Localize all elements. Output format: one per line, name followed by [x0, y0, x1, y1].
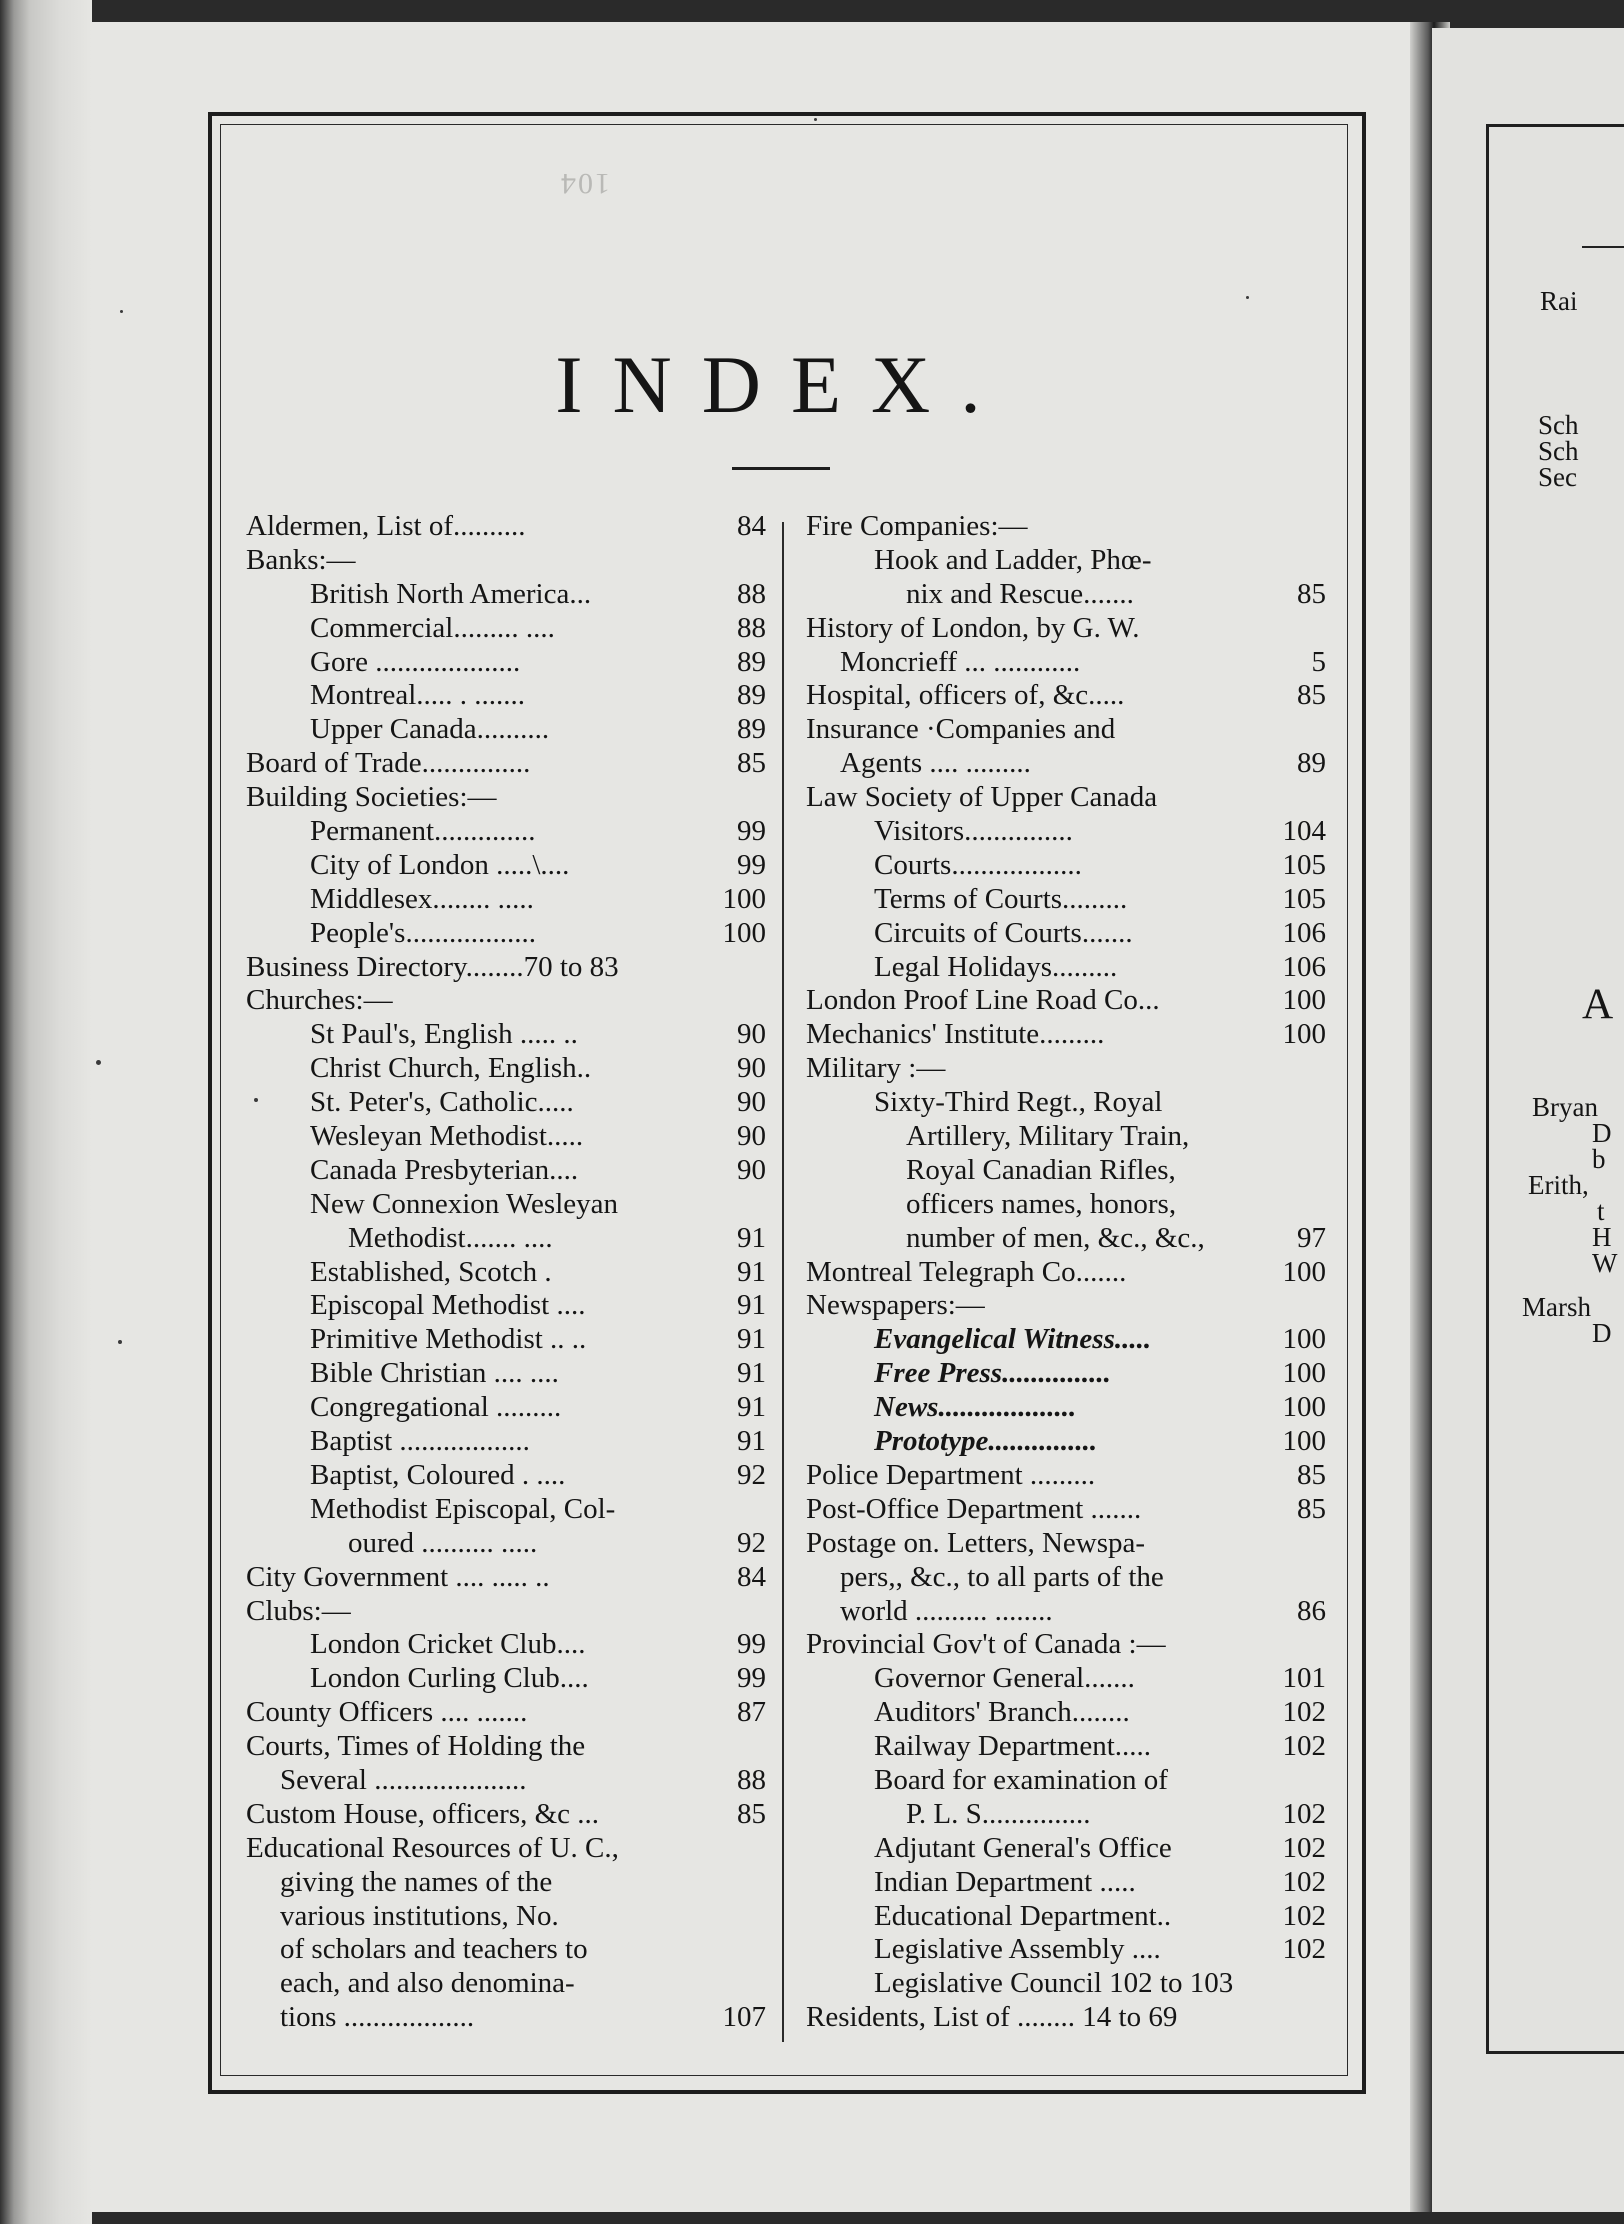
index-entry — [806, 544, 1326, 578]
index-entry — [806, 951, 1326, 985]
index-entry-page: 91 — [737, 1289, 766, 1322]
index-entry-label: Legal Holidays......... — [874, 950, 1118, 983]
index-entry-page: 100 — [1282, 1425, 1326, 1458]
index-entry-page: 85 — [1297, 1492, 1326, 1525]
index-entry-page: 90 — [737, 1120, 766, 1153]
scan-speck — [120, 310, 123, 313]
index-entry-label: Custom House, officers, &c ... — [246, 1797, 600, 1830]
index-entry — [806, 1256, 1326, 1290]
index-entry — [246, 1628, 766, 1662]
index-entry — [806, 1832, 1326, 1866]
adjacent-page-fragment: A — [1582, 981, 1614, 1028]
index-entry — [806, 1933, 1326, 1967]
index-entry — [246, 510, 766, 544]
index-entry-label: Montreal..... . ....... — [310, 679, 526, 712]
index-entry-page: 102 — [1282, 1696, 1326, 1729]
adjacent-page-fragment: b — [1592, 1144, 1606, 1174]
index-entry — [806, 1052, 1326, 1086]
index-entry — [246, 1730, 766, 1764]
index-entry-label: Gore .................... — [310, 645, 521, 678]
index-entry-page: 85 — [737, 1797, 766, 1830]
index-entry-page: 100 — [1282, 984, 1326, 1017]
index-entry-page: 89 — [737, 645, 766, 678]
index-entry — [806, 1357, 1326, 1391]
index-entry — [246, 679, 766, 713]
index-entry-label: Royal Canadian Rifles, — [906, 1153, 1176, 1186]
index-entry-label: Adjutant General's Office — [874, 1831, 1172, 1864]
index-entry-label: Primitive Methodist .. .. — [310, 1323, 587, 1356]
index-entry — [806, 781, 1326, 815]
index-entry — [246, 2001, 766, 2035]
scan-speck — [118, 1340, 122, 1344]
index-entry-label: Baptist .................. — [310, 1425, 530, 1458]
index-entry — [246, 1323, 766, 1357]
index-entry-label: Baptist, Coloured . .... — [310, 1458, 566, 1491]
index-entry-label: nix and Rescue....... — [906, 577, 1134, 610]
index-entry — [806, 612, 1326, 646]
index-entry — [806, 1527, 1326, 1561]
index-entry-label: Legislative Assembly .... — [874, 1933, 1161, 1966]
index-entry-label: Postage on. Letters, Newspa- — [806, 1526, 1146, 1559]
index-entry-label: Commercial......... .... — [310, 611, 555, 644]
index-entry — [806, 1866, 1326, 1900]
index-entry-label: world .......... ........ — [840, 1594, 1053, 1627]
adjacent-page-fragment: t — [1597, 1196, 1605, 1226]
index-entry-label: History of London, by G. W. — [806, 611, 1140, 644]
index-entry-page: 100 — [722, 916, 766, 949]
index-entry-page: 90 — [737, 1052, 766, 1085]
index-entry — [246, 1595, 766, 1629]
index-entry-page: 102 — [1282, 1865, 1326, 1898]
index-entry — [806, 1323, 1326, 1357]
index-entry — [246, 612, 766, 646]
index-entry-label: Hook and Ladder, Phœ- — [874, 543, 1152, 576]
index-entry-page: 90 — [737, 1086, 766, 1119]
index-entry — [806, 1289, 1326, 1323]
index-entry-page: 84 — [737, 510, 766, 542]
index-entry-page: 85 — [737, 747, 766, 780]
index-entry-page: 90 — [737, 1018, 766, 1051]
index-entry-label: Governor General....... — [874, 1662, 1135, 1695]
index-entry-label: Mechanics' Institute......... — [806, 1018, 1105, 1051]
index-entry-page: 91 — [737, 1323, 766, 1356]
index-entry — [806, 883, 1326, 917]
index-entry-label: Sixty-Third Regt., Royal — [874, 1086, 1163, 1119]
index-entry — [806, 1764, 1326, 1798]
index-entry — [246, 1933, 766, 1967]
index-entry-page: 99 — [737, 815, 766, 848]
index-entry-page: 104 — [1282, 815, 1326, 848]
index-entry-label: Permanent.............. — [310, 815, 536, 848]
index-entry-label: Courts.................. — [874, 848, 1082, 881]
index-entry-page: 102 — [1282, 1730, 1326, 1763]
index-entry — [246, 1256, 766, 1290]
index-entry-label: Law Society of Upper Canada — [806, 781, 1158, 814]
index-entry-page: 91 — [737, 1255, 766, 1288]
index-entry-label: Post-Office Department ....... — [806, 1492, 1142, 1525]
index-entry-label: Police Department ......... — [806, 1458, 1096, 1491]
index-entry-label: Building Societies:— — [246, 781, 497, 814]
scan-speck — [814, 118, 817, 121]
page-title: INDEX. — [555, 339, 1011, 430]
index-entry-page: 107 — [722, 2001, 766, 2034]
index-entry-page: 86 — [1297, 1594, 1326, 1627]
index-entry-page: 91 — [737, 1391, 766, 1424]
adjacent-page-fragment: Sch — [1538, 436, 1579, 466]
index-entry — [246, 1357, 766, 1391]
index-entry — [246, 883, 766, 917]
index-entry — [246, 917, 766, 951]
index-entry — [246, 1561, 766, 1595]
index-entry — [246, 1832, 766, 1866]
index-entry — [806, 815, 1326, 849]
index-entry-label: Visitors............... — [874, 815, 1073, 848]
index-entry — [246, 1154, 766, 1188]
index-entry-label: Provincial Gov't of Canada :— — [806, 1628, 1166, 1661]
index-entry — [246, 1052, 766, 1086]
index-entry — [806, 1900, 1326, 1934]
index-entry-label: Christ Church, English.. — [310, 1052, 592, 1085]
index-entry — [246, 984, 766, 1018]
index-entry-label: New Connexion Wesleyan — [310, 1187, 619, 1220]
index-entry-page: 92 — [737, 1526, 766, 1559]
index-entry — [806, 1425, 1326, 1459]
index-entry — [806, 578, 1326, 612]
index-entry-label: London Cricket Club.... — [310, 1628, 586, 1661]
adjacent-page-fragment: Bryan — [1532, 1092, 1598, 1122]
index-entry — [806, 1798, 1326, 1832]
index-entry-page: 100 — [1282, 1391, 1326, 1424]
adjacent-page-fragment: Sch — [1538, 410, 1579, 440]
index-entry — [246, 1967, 766, 2001]
index-entry — [806, 1595, 1326, 1629]
index-entry-label: Congregational ......... — [310, 1391, 562, 1424]
index-entry-label: each, and also denomina- — [280, 1967, 575, 2000]
scan-speck — [254, 1098, 258, 1102]
index-entry — [806, 1188, 1326, 1222]
index-entry — [806, 679, 1326, 713]
index-entry — [806, 713, 1326, 747]
index-entry-page: 99 — [737, 1662, 766, 1695]
index-entry — [246, 815, 766, 849]
index-entry-label: Aldermen, List of.......... — [246, 510, 526, 542]
index-entry-label: Established, Scotch . — [310, 1255, 552, 1288]
index-entry-page: 105 — [1282, 882, 1326, 915]
index-entry-label: St Paul's, English ..... .. — [310, 1018, 578, 1051]
index-entry-label: Bible Christian .... .... — [310, 1357, 559, 1390]
index-entry-page: 85 — [1297, 679, 1326, 712]
index-entry-label: number of men, &c., &c., — [906, 1221, 1205, 1254]
page-edge-shadow — [0, 0, 92, 2224]
index-entry-page: 100 — [1282, 1323, 1326, 1356]
index-entry-label: Circuits of Courts....... — [874, 916, 1133, 949]
index-entry-label: Military :— — [806, 1052, 946, 1085]
index-entry-label: News................... — [874, 1391, 1077, 1424]
index-entry-label: Churches:— — [246, 984, 393, 1017]
index-entry-label: Evangelical Witness..... — [874, 1323, 1152, 1356]
index-entry-label: County Officers .... ....... — [246, 1696, 528, 1729]
index-entry — [806, 984, 1326, 1018]
index-entry-page: 99 — [737, 1628, 766, 1661]
index-entry-label: Indian Department ..... — [874, 1865, 1136, 1898]
index-entry — [246, 1459, 766, 1493]
index-entry — [806, 747, 1326, 781]
index-column-right — [806, 510, 1326, 2035]
index-entry-page: 102 — [1282, 1797, 1326, 1830]
index-entry-page: 102 — [1282, 1899, 1326, 1932]
running-head: 104 — [559, 167, 610, 200]
index-entry-page: 102 — [1282, 1831, 1326, 1864]
index-entry — [246, 849, 766, 883]
index-entry-label: People's.................. — [310, 916, 536, 949]
index-entry-page: 101 — [1282, 1662, 1326, 1695]
index-entry-page: 85 — [1297, 1458, 1326, 1491]
index-entry-label: Episcopal Methodist .... — [310, 1289, 586, 1322]
index-entry — [806, 1086, 1326, 1120]
index-entry-label: Fire Companies:— — [806, 510, 1028, 542]
index-entry — [246, 578, 766, 612]
index-entry-page: 91 — [737, 1221, 766, 1254]
index-entry-label: City of London .....\.... — [310, 848, 570, 881]
index-entry-label: Montreal Telegraph Co....... — [806, 1255, 1127, 1288]
index-entry-label: Auditors' Branch........ — [874, 1696, 1130, 1729]
index-entry-label: Insurance ·Companies and — [806, 713, 1116, 746]
index-entry — [806, 510, 1326, 544]
adjacent-page-fragment: Erith, — [1528, 1170, 1589, 1200]
index-entry-label: of scholars and teachers to — [280, 1933, 588, 1966]
adjacent-page-fragment: Marsh — [1522, 1292, 1591, 1322]
index-entry — [806, 1696, 1326, 1730]
index-entry — [246, 1493, 766, 1527]
index-entry-label: British North America... — [310, 577, 592, 610]
index-entry-label: Terms of Courts......... — [874, 882, 1128, 915]
index-entry — [246, 1120, 766, 1154]
index-entry-page: 102 — [1282, 1933, 1326, 1966]
index-entry — [246, 1222, 766, 1256]
index-entry-label: Methodist Episcopal, Col- — [310, 1492, 616, 1525]
index-entry — [806, 1018, 1326, 1052]
index-entry — [246, 747, 766, 781]
index-entry — [246, 1696, 766, 1730]
index-entry-page: 100 — [722, 882, 766, 915]
adjacent-page-fragments — [1432, 0, 1624, 2224]
index-column-left — [246, 510, 766, 2035]
index-entry-page: 89 — [737, 679, 766, 712]
index-entry — [246, 1289, 766, 1323]
index-entry-page: 85 — [1297, 577, 1326, 610]
index-entry — [246, 1900, 766, 1934]
index-entry-label: Methodist....... .... — [348, 1221, 553, 1254]
index-entry — [806, 1391, 1326, 1425]
index-entry-label: Agents .... ......... — [840, 747, 1031, 780]
index-entry-page: 89 — [1297, 747, 1326, 780]
index-entry — [806, 1493, 1326, 1527]
index-entry-label: Prototype............... — [874, 1425, 1098, 1458]
index-entry-page: 88 — [737, 1763, 766, 1796]
index-entry-label: Board of Trade............... — [246, 747, 531, 780]
index-entry-label: Educational Department.. — [874, 1899, 1172, 1932]
adjacent-page-fragment: D — [1592, 1118, 1612, 1148]
index-entry-page: 106 — [1282, 916, 1326, 949]
index-entry-page: 97 — [1297, 1221, 1326, 1254]
index-entry — [806, 1967, 1326, 2001]
index-entry-label: Artillery, Military Train, — [906, 1120, 1190, 1153]
index-entry — [246, 713, 766, 747]
adjacent-page-fragment: H — [1592, 1222, 1612, 1252]
scan-speck — [1246, 296, 1249, 299]
index-entry-label: Canada Presbyterian.... — [310, 1153, 579, 1186]
index-entry-label: St. Peter's, Catholic..... — [310, 1086, 574, 1119]
index-entry-page: 87 — [737, 1696, 766, 1729]
index-entry — [806, 1120, 1326, 1154]
index-entry-label: Railway Department..... — [874, 1730, 1152, 1763]
index-entry — [806, 1154, 1326, 1188]
index-entry-label: oured .......... ..... — [348, 1526, 538, 1559]
index-entry-label: giving the names of the — [280, 1865, 553, 1898]
index-entry — [246, 1425, 766, 1459]
index-entry — [806, 2001, 1326, 2035]
index-entry — [806, 917, 1326, 951]
index-entry-label: London Proof Line Road Co... — [806, 984, 1160, 1017]
adjacent-page-fragment: W — [1592, 1248, 1618, 1278]
index-entry-label: Newspapers:— — [806, 1289, 985, 1322]
index-entry — [246, 1798, 766, 1832]
adjacent-page-fragment: D — [1592, 1318, 1612, 1348]
index-entry — [806, 1561, 1326, 1595]
index-entry-label: London Curling Club.... — [310, 1662, 589, 1695]
index-entry-page: 106 — [1282, 950, 1326, 983]
index-entry-label: Legislative Council 102 to 103 — [874, 1967, 1234, 2000]
index-entry-label: Educational Resources of U. C., — [246, 1831, 619, 1864]
index-entry — [806, 1730, 1326, 1764]
index-entry-label: Residents, List of ........ 14 to 69 — [806, 2001, 1178, 2034]
index-entry-page: 84 — [737, 1560, 766, 1593]
index-entry-label: various institutions, No. — [280, 1899, 559, 1932]
index-entry-page: 105 — [1282, 848, 1326, 881]
index-entry-page: 88 — [737, 577, 766, 610]
index-entry — [246, 1018, 766, 1052]
index-entry-label: Wesleyan Methodist..... — [310, 1120, 584, 1153]
index-entry-label: Moncrieff ... ............ — [840, 645, 1081, 678]
index-entry-page: 100 — [1282, 1255, 1326, 1288]
index-entry-page: 99 — [737, 848, 766, 881]
index-entry-page: 90 — [737, 1153, 766, 1186]
index-entry-page: 89 — [737, 713, 766, 746]
index-entry-label: P. L. S............... — [906, 1797, 1091, 1830]
column-divider — [782, 522, 784, 2042]
index-entry-label: pers,, &c., to all parts of the — [840, 1560, 1164, 1593]
adjacent-page-fragment: Sec — [1538, 462, 1577, 492]
index-entry — [246, 1391, 766, 1425]
index-entry-label: Clubs:— — [246, 1594, 351, 1627]
index-entry — [246, 1866, 766, 1900]
index-entry-page: 5 — [1311, 645, 1326, 678]
index-entry — [806, 1222, 1326, 1256]
index-entry-page: 91 — [737, 1425, 766, 1458]
index-entry-page: 91 — [737, 1357, 766, 1390]
index-entry — [246, 1764, 766, 1798]
index-entry-label: Several ..................... — [280, 1763, 527, 1796]
index-entry-label: Free Press............... — [874, 1357, 1111, 1390]
index-entry — [806, 1459, 1326, 1493]
index-entry — [246, 951, 766, 985]
index-entry — [246, 1188, 766, 1222]
index-entry — [246, 1527, 766, 1561]
index-entry-page: 92 — [737, 1458, 766, 1491]
title-rule — [732, 467, 830, 470]
index-entry — [246, 781, 766, 815]
index-entry-label: Business Directory........70 to 83 — [246, 950, 619, 983]
adjacent-page-fragment: Rai — [1540, 286, 1578, 316]
index-entry — [806, 849, 1326, 883]
index-entry-label: Banks:— — [246, 543, 356, 576]
index-entry-label: tions .................. — [280, 2001, 475, 2034]
index-entry-label: officers names, honors, — [906, 1187, 1177, 1220]
index-entry-page: 100 — [1282, 1357, 1326, 1390]
index-entry — [246, 1662, 766, 1696]
index-entry-page: 100 — [1282, 1018, 1326, 1051]
index-entry — [246, 646, 766, 680]
index-entry-label: Hospital, officers of, &c..... — [806, 679, 1125, 712]
index-entry — [246, 544, 766, 578]
index-entry-label: Middlesex........ ..... — [310, 882, 534, 915]
index-entry-page: 88 — [737, 611, 766, 644]
index-entry — [806, 1628, 1326, 1662]
index-entry-label: Board for examination of — [874, 1763, 1168, 1796]
index-entry — [806, 646, 1326, 680]
index-entry-label: City Government .... ..... .. — [246, 1560, 550, 1593]
scan-speck — [96, 1060, 101, 1065]
index-entry — [246, 1086, 766, 1120]
index-entry — [806, 1662, 1326, 1696]
index-entry-label: Upper Canada.......... — [310, 713, 550, 746]
index-entry-label: Courts, Times of Holding the — [246, 1730, 586, 1763]
